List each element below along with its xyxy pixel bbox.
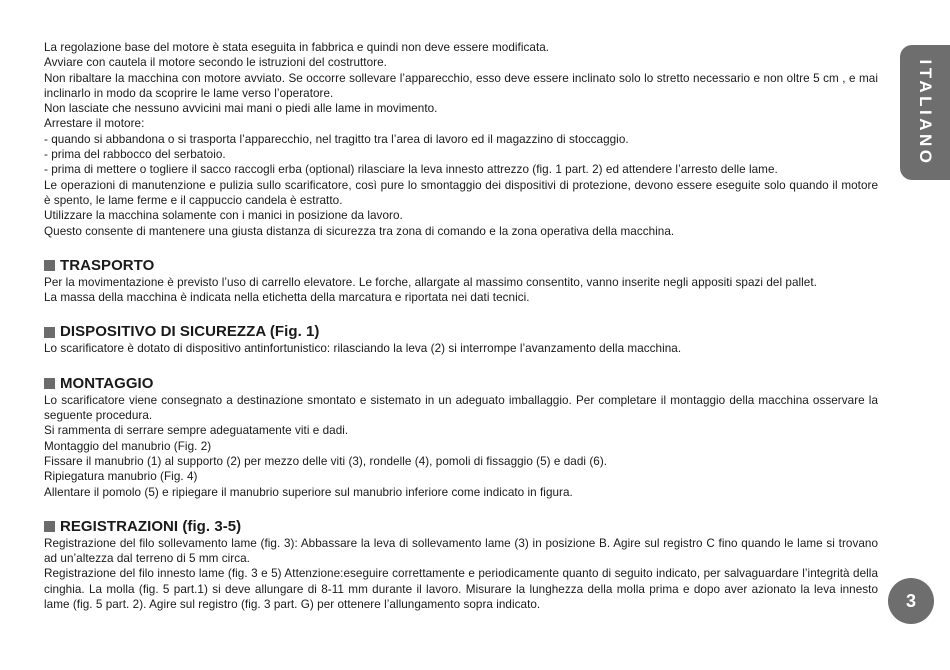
section-heading xyxy=(44,323,878,341)
square-bullet-icon xyxy=(44,521,55,532)
section-title: MONTAGGIO xyxy=(60,374,154,392)
section-registrazioni xyxy=(44,518,878,612)
intro-paragraph: - prima di mettere o togliere il sacco raccogli erba (optional) rilasciare la leva innesto attrezzo (fig. 1 part. 2) ed attendere l’arresto delle lame. xyxy=(44,163,778,177)
intro-paragraph: Non ribaltare la macchina con motore avviato. Se occorre sollevare l’apparecchio, esso deve essere inclinato solo lo stretto necessario e non oltre 5 cm , e mai inclinarlo in modo da scoprire le lame verso l’operatore. xyxy=(44,71,878,100)
intro-paragraph: Arrestare il motore: xyxy=(44,117,145,131)
page-number-badge xyxy=(888,578,934,624)
language-tab xyxy=(900,45,950,180)
intro-block xyxy=(44,40,878,239)
section-trasporto xyxy=(44,257,878,306)
section-heading xyxy=(44,518,878,536)
section-title: REGISTRAZIONI (fig. 3-5) xyxy=(60,517,242,535)
section-paragraph: Registrazione del filo innesto lame (fig. 3 e 5) Attenzione:eseguire correttamente e periodicamente quanto di seguito indicato, per salvaguardare l’integrità della cinghia. La molla (fig. 5 part.1) si deve allungare di 8-11 mm durante il lavoro. Misurare la lunghezza della molla prima e dopo aver azionato la leva innesto lame (fig. 5 part. 2). Agire sul registro (fig. 3 part. G) per ottenere l’allungamento sopra indicato. xyxy=(44,567,878,612)
square-bullet-icon xyxy=(44,327,55,338)
section-paragraph: Per la movimentazione è previsto l’uso di carrello elevatore. Le forche, allargate al massimo consentito, vanno inserite negli appositi spazi del pallet. xyxy=(44,275,817,289)
section-montaggio xyxy=(44,375,878,500)
intro-paragraph: Utilizzare la macchina solamente con i manici in posizione da lavoro. xyxy=(44,209,403,223)
intro-paragraph: Avviare con cautela il motore secondo le istruzioni del costruttore. xyxy=(44,56,387,70)
section-heading xyxy=(44,257,878,275)
section-paragraph: Ripiegatura manubrio (Fig. 4) xyxy=(44,470,198,484)
section-heading xyxy=(44,375,878,393)
intro-paragraph: Non lasciate che nessuno avvicini mai mani o piedi alle lame in movimento. xyxy=(44,102,438,116)
square-bullet-icon xyxy=(44,260,55,271)
intro-paragraph: - quando si abbandona o si trasporta l’apparecchio, nel tragitto tra l’area di lavoro ed il magazzino di stoccaggio. xyxy=(44,132,629,146)
section-title: TRASPORTO xyxy=(60,256,155,274)
section-paragraph: La massa della macchina è indicata nella etichetta della marcatura e riportata nei dati tecnici. xyxy=(44,291,530,305)
intro-paragraph: Le operazioni di manutenzione e pulizia sullo scarificatore, così pure lo smontaggio dei dispositivi di protezione, devono essere eseguite solo quando il motore è spento, le lame ferme e il cappuccio candela è estratto. xyxy=(44,178,878,207)
page-number: 3 xyxy=(905,590,916,611)
section-paragraph: Fissare il manubrio (1) al supporto (2) per mezzo delle viti (3), rondelle (4), pomoli di fissaggio (5) e dadi (6). xyxy=(44,454,608,468)
section-paragraph: Allentare il pomolo (5) e ripiegare il manubrio superiore sul manubrio inferiore come indicato in figura. xyxy=(44,485,573,499)
intro-paragraph: Questo consente di mantenere una giusta distanza di sicurezza tra zona di comando e la zona operativa della macchina. xyxy=(44,224,675,238)
language-tab-label: ITALIANO xyxy=(916,58,935,167)
intro-paragraph: - prima del rabbocco del serbatoio. xyxy=(44,148,226,162)
section-paragraph: Lo scarificatore viene consegnato a destinazione smontato e sistemato in un adeguato imballaggio. Per completare il montaggio della macchina osservare la seguente procedura. xyxy=(44,393,878,423)
section-paragraph: Montaggio del manubrio (Fig. 2) xyxy=(44,439,212,453)
section-paragraph: Registrazione del filo sollevamento lame (fig. 3): Abbassare la leva di sollevamento lame (3) in posizione B. Agire sul registro C fino quando le lame si trovano ad un’altezza dal terreno di 5 mm circa. xyxy=(44,536,878,566)
section-paragraph: Si rammenta di serrare sempre adeguatamente viti e dadi. xyxy=(44,424,349,438)
section-dispositivo-sicurezza xyxy=(44,323,878,356)
section-title: DISPOSITIVO DI SICUREZZA (Fig. 1) xyxy=(60,323,320,341)
page-body xyxy=(44,40,878,612)
square-bullet-icon xyxy=(44,378,55,389)
intro-paragraph: La regolazione base del motore è stata eseguita in fabbrica e quindi non deve essere modificata. xyxy=(44,41,550,54)
section-paragraph: Lo scarificatore è dotato di dispositivo antinfortunistico: rilasciando la leva (2) si interrompe l’avanzamento della macchina. xyxy=(44,342,682,356)
